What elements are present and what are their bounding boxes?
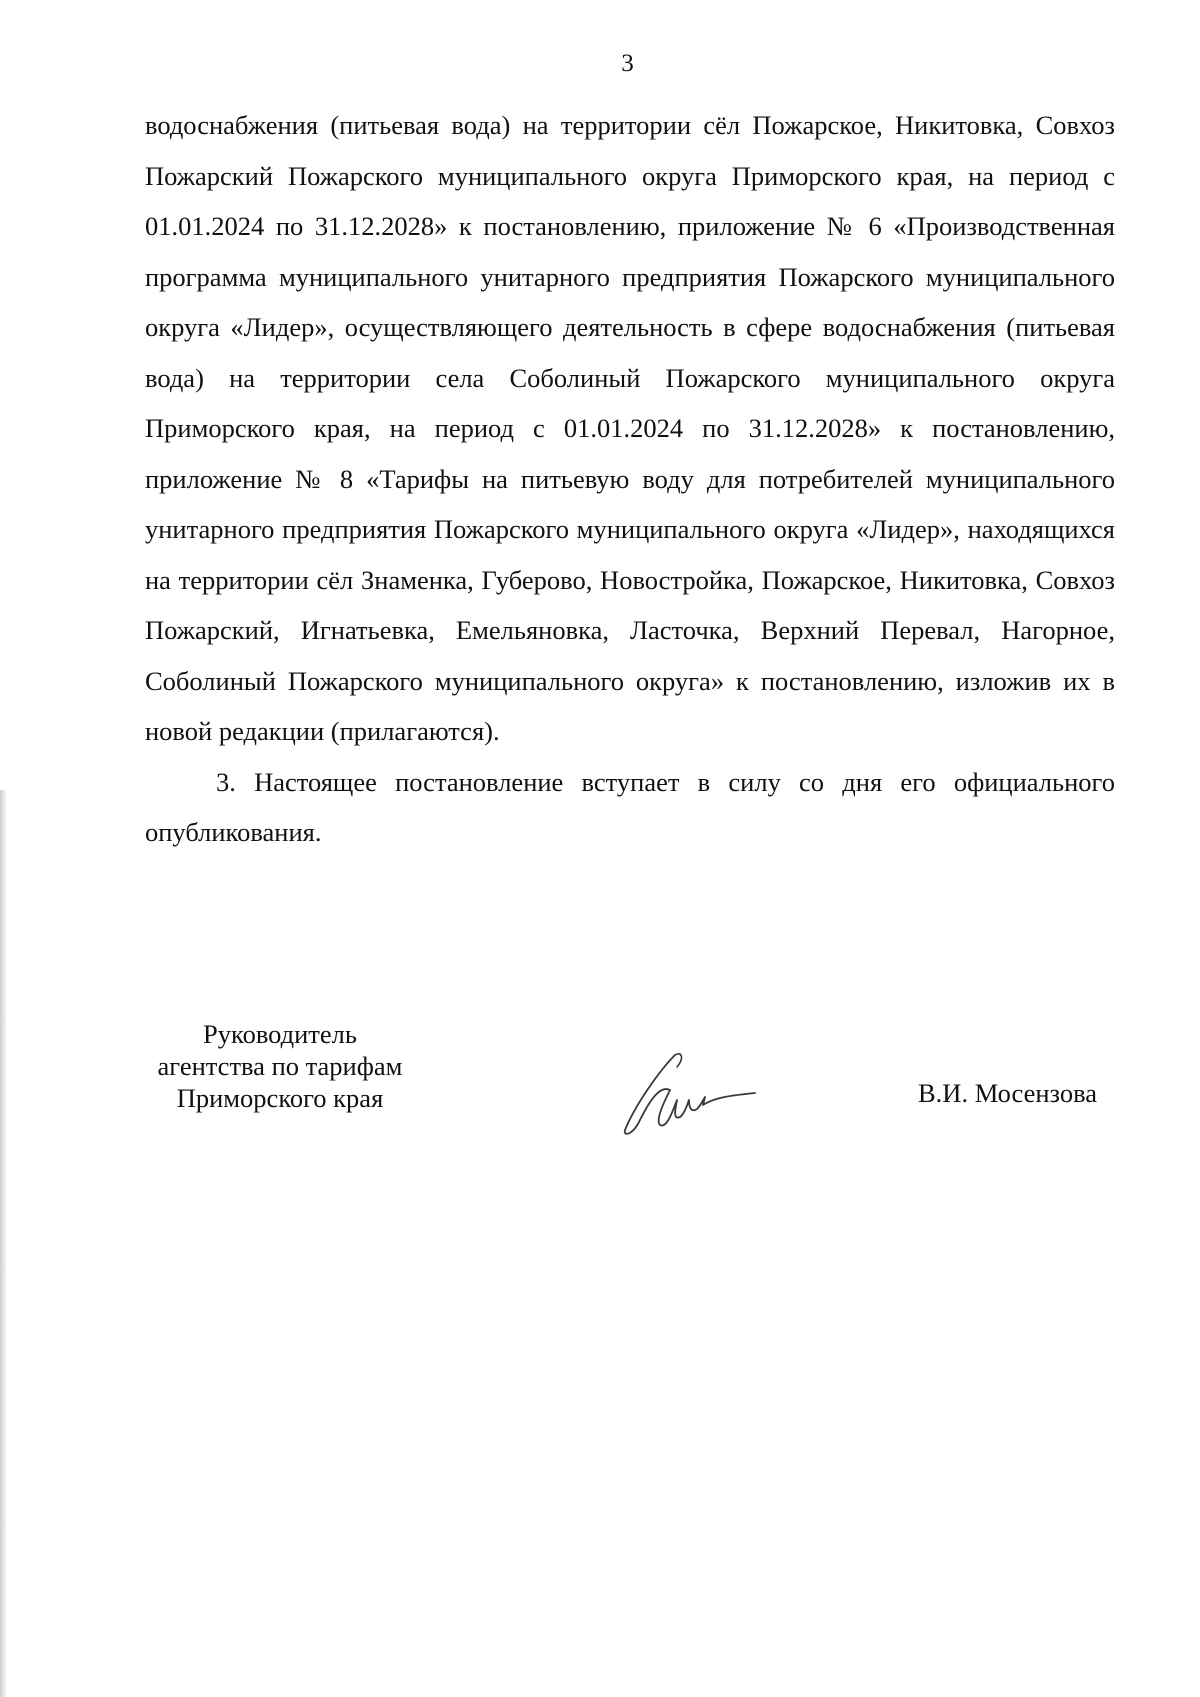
signatory-title-line: агентства по тарифам <box>157 1051 403 1081</box>
paragraph-item-3: 3. Настоящее постановление вступает в силу со дня его официального опубликования. <box>145 766 1115 847</box>
signatory-title-line: Руководитель <box>203 1019 357 1049</box>
signatory-title-line: Приморского края <box>176 1083 384 1113</box>
paragraph-continuation: водоснабжения (питьевая вода) на территории сёл Пожарское, Никитовка, Совхоз Пожарский Пожарского муниципального округа Приморского края, на период с 01.01.2024 по 31.12.2028» к постановлению, приложение № 6 «Производственная программа муниципального унитарного предприятия Пожарского муниципального округа «Лидер», осуществляющего деятельность в сфере водоснабжения (питьевая вода) на территории села Соболиный Пожарского муниципального округа Приморского края, на период с 01.01.2024 по 31.12.2028» к постановлению, приложение № 8 «Тарифы на питьевую воду для потребителей муниципального унитарного предприятия Пожарского муниципального округа «Лидер», находящихся на территории сёл Знаменка, Губерово, Новостройка, Пожарское, Никитовка, Совхоз Пожарский, Игнатьевка, Емельяновка, Ласточка, Верхний Перевал, Нагорное, Соболиный Пожарского муниципального округа» к постановлению, изложив их в новой редакции (прилагаются). <box>145 110 1115 746</box>
scan-edge-shadow <box>0 790 6 1697</box>
signatory-name: В.И. Мосензова <box>918 1078 1098 1108</box>
page-number: 3 <box>621 50 634 77</box>
signatory-title <box>140 1018 420 1114</box>
document-body <box>145 100 1115 858</box>
handwritten-signature <box>615 1045 765 1145</box>
